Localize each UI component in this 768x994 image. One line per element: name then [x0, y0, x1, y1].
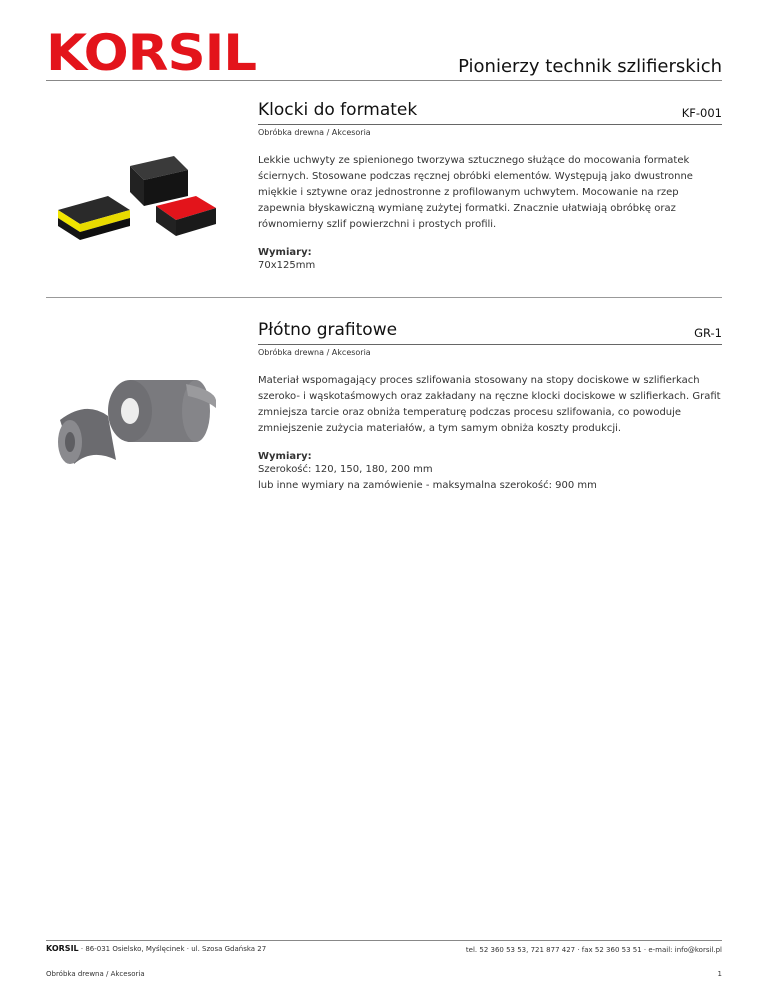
tagline: Pionierzy technik szlifierskich — [458, 56, 722, 77]
korsil-logo — [46, 26, 258, 78]
logo-text: KORSIL — [46, 26, 257, 78]
dimension-value: lub inne wymiary na zamówienie - maksymalna szerokość: 900 mm — [258, 480, 597, 491]
footer-address-text: · 86-031 Osielsko, Myślęcinek · ul. Szosa Gdańska 27 — [78, 945, 267, 953]
header-divider — [46, 80, 722, 81]
product-description: Materiał wspomagający proces szlifowania stosowany na stopy dociskowe w szlifierkach szeroko- i wąskotaśmowych oraz zakładany na ręczne klocki dociskowe w szlifierkach. Grafit zmniejsza tarcie oraz obniża temperaturę podczas procesu szlifowania, co powoduje zmniejszenie zużycia materiałów, a tym samym obniża koszty produkcji. — [258, 375, 721, 434]
dimensions-label: Wymiary: — [258, 247, 312, 258]
product-category: Obróbka drewna / Akcesoria — [258, 348, 371, 357]
footer-contact: tel. 52 360 53 53, 721 877 427 · fax 52 360 53 51 · e-mail: info@korsil.pl — [465, 946, 722, 954]
title-rule — [258, 124, 722, 125]
product-klocki — [46, 100, 722, 270]
product-description: Lekkie uchwyty ze spienionego tworzywa sztucznego służące do mocowania formatek ściernych. Stosowane podczas ręcznej obróbki elementów. Występują jako dwustronne miękkie i sztywne oraz jednostronne z profilowanym uchwytem. Mocowanie na rzep zapewnia błyskawiczną wymianę zużytej formatki. Znacznie ułatwiają obróbkę oraz równomierny szlif powierzchni i prostych profili. — [258, 155, 693, 230]
dimensions-label: Wymiary: — [258, 451, 312, 462]
title-rule — [258, 344, 722, 345]
dimension-value: 70x125mm — [258, 260, 316, 271]
product-title: Klocki do formatek — [258, 100, 418, 120]
product-category: Obróbka drewna / Akcesoria — [258, 128, 371, 137]
footer-logo: KORSIL — [46, 944, 79, 953]
product-separator — [46, 297, 722, 298]
footer-category: Obróbka drewna / Akcesoria — [46, 970, 145, 978]
page-number: 1 — [717, 970, 722, 978]
product-plotno — [46, 320, 722, 490]
product-title: Płótno grafitowe — [258, 320, 398, 340]
foam-blocks-image — [46, 144, 216, 254]
footer-address — [46, 944, 266, 953]
product-code: GR-1 — [694, 326, 722, 340]
graphite-cloth-image — [46, 360, 216, 470]
product-body — [258, 320, 722, 494]
dimension-value: Szerokość: 120, 150, 180, 200 mm — [258, 464, 433, 475]
product-code: KF-001 — [681, 106, 722, 120]
product-body — [258, 100, 722, 274]
footer-divider — [46, 940, 722, 941]
